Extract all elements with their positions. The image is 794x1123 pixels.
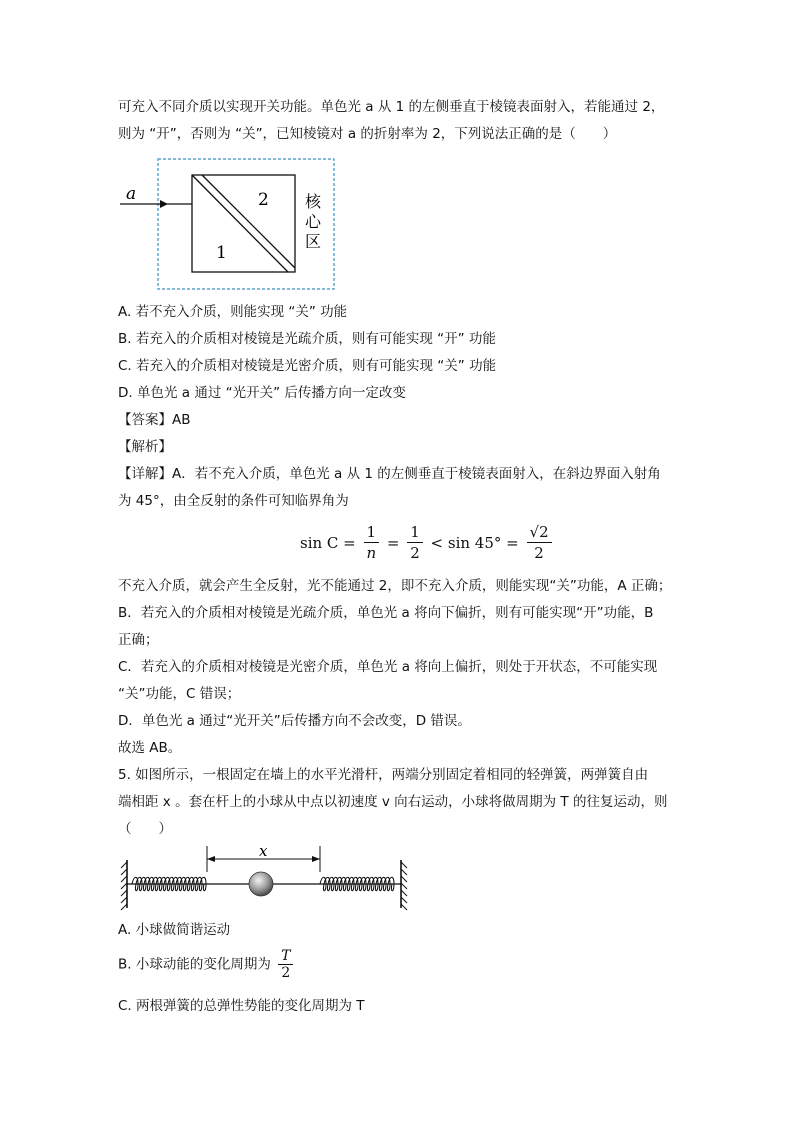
beam-arrowhead xyxy=(160,200,168,208)
spring-figure xyxy=(118,842,418,912)
critical-angle-formula xyxy=(300,522,555,568)
fraction-1-over-n xyxy=(364,522,380,563)
prism-square xyxy=(192,175,295,272)
q4-option-a: A. 若不充入介质，则能实现 “关” 功能 xyxy=(118,304,348,320)
ball xyxy=(249,872,273,896)
q5-stem-line3: （ ） xyxy=(118,821,172,837)
detail-tag: 【详解】 xyxy=(118,466,172,482)
detail-text-1: A．若不充入介质，单色光 a 从 1 的左侧垂直于棱镜表面射入，在斜边界面入射角 xyxy=(172,466,661,482)
frac1-denominator: n xyxy=(366,544,377,562)
q5-option-b-fraction xyxy=(278,948,293,981)
q5-option-c: C. 两根弹簧的总弹性势能的变化周期为 T xyxy=(118,998,365,1014)
left-wall xyxy=(121,860,127,910)
explain-c-line2: “关”功能，C 错误； xyxy=(118,686,241,702)
explain-a: 不充入介质，就会产生全反射，光不能通过 2，即不充入介质，则能实现“关”功能，A 正确； xyxy=(118,578,672,594)
answer-tag: 【答案】 xyxy=(118,412,172,428)
fraction-sqrt2-over-2 xyxy=(527,522,552,563)
q5-option-b xyxy=(118,948,296,984)
frac1-numerator: 1 xyxy=(364,522,380,543)
q5-option-b-numerator: T xyxy=(278,948,293,965)
frac3-denominator: 2 xyxy=(534,544,544,562)
q5-option-b-text: B. 小球动能的变化周期为 xyxy=(118,956,271,973)
beam-label: a xyxy=(126,184,137,204)
answer-value: AB xyxy=(172,412,191,428)
core-label-char-3: 区 xyxy=(305,232,322,251)
frac2-numerator: 1 xyxy=(407,522,423,543)
detail-line2: 为 45°，由全反射的条件可知临界角为 xyxy=(118,493,349,509)
prism-figure xyxy=(120,155,340,295)
region-1-label: 1 xyxy=(216,243,227,263)
frac2-denominator: 2 xyxy=(410,544,420,562)
fraction-1-over-2 xyxy=(407,522,423,563)
analysis-tag: 【解析】 xyxy=(118,439,172,455)
frac3-numerator: √2 xyxy=(527,522,552,543)
q4-option-c: C. 若充入的介质相对棱镜是光密介质，则有可能实现 “关” 功能 xyxy=(118,358,497,374)
q4-stem-line1: 可充入不同介质以实现开关功能。单色光 a 从 1 的左侧垂直于棱镜表面射入，若能通过 2， xyxy=(118,99,665,115)
core-label-char-1: 核 xyxy=(305,192,322,211)
explain-b-line1: B．若充入的介质相对棱镜是光疏介质，单色光 a 将向下偏折，则有可能实现“开”功能，B xyxy=(118,605,654,621)
q4-option-b: B. 若充入的介质相对棱镜是光疏介质，则有可能实现 “开” 功能 xyxy=(118,331,496,347)
distance-x-label: x xyxy=(259,842,268,860)
answer-line xyxy=(118,411,191,429)
explain-b-line2: 正确； xyxy=(118,632,159,648)
detail-line1 xyxy=(118,465,661,483)
q4-option-d: D. 单色光 a 通过 “光开关” 后传播方向一定改变 xyxy=(118,385,406,401)
conclusion: 故选 AB。 xyxy=(118,740,182,756)
q5-option-a: A. 小球做简谐运动 xyxy=(118,922,231,938)
region-2-label: 2 xyxy=(258,190,269,210)
q4-stem-line2: 则为 “开”，否则为 “关”，已知棱镜对 a 的折射率为 2，下列说法正确的是（ ） xyxy=(118,126,617,142)
explain-c-line1: C．若充入的介质相对棱镜是光密介质，单色光 a 将向上偏折，则处于开状态，不可能实现 xyxy=(118,659,658,675)
q5-stem-line2: 端相距 x 。套在杆上的小球从中点以初速度 v 向右运动，小球将做周期为 T 的往复运动，则 xyxy=(118,794,668,810)
core-label-char-2: 心 xyxy=(305,212,322,231)
formula-lhs: sin C = xyxy=(300,533,356,552)
formula-middle: < sin 45° = xyxy=(430,533,519,552)
q5-stem-line1: 5. 如图所示，一根固定在墙上的水平光滑杆，两端分别固定着相同的轻弹簧，两弹簧自由 xyxy=(118,767,649,783)
explain-d: D．单色光 a 通过“光开关”后传播方向不会改变，D 错误。 xyxy=(118,713,471,729)
q5-option-b-denominator: 2 xyxy=(281,965,291,981)
formula-equals: = xyxy=(386,533,400,552)
right-wall xyxy=(401,860,407,910)
